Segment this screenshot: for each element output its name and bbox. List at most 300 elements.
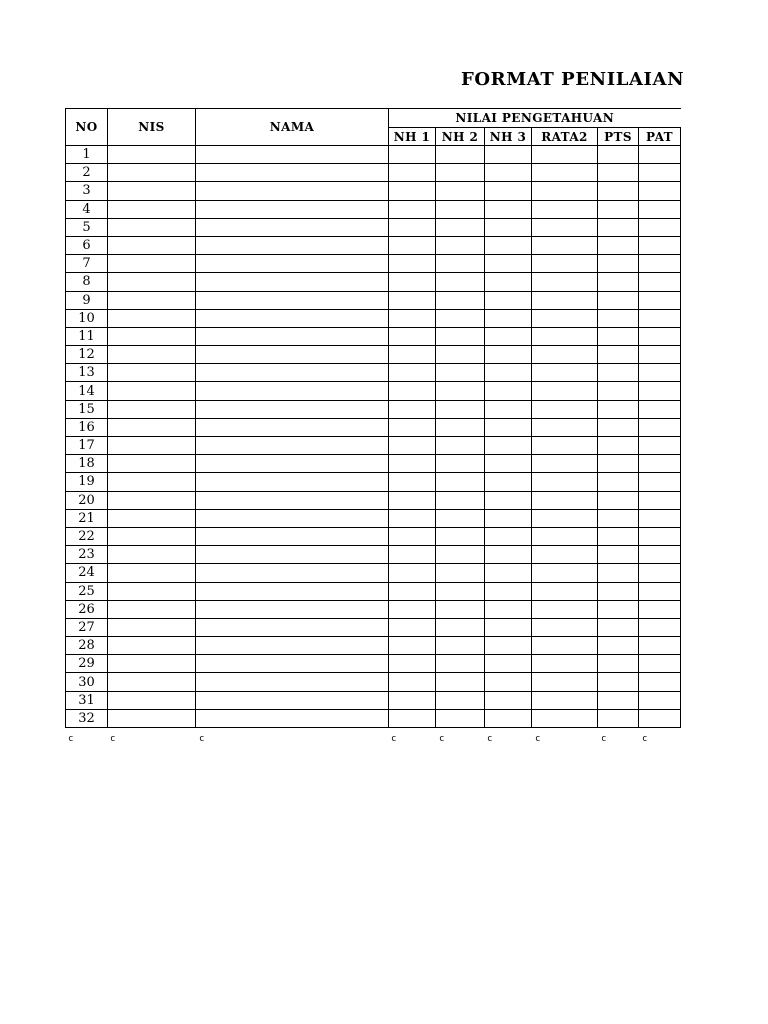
footer-mark: c xyxy=(199,734,205,744)
cell-nh2[interactable] xyxy=(436,473,485,491)
cell-nis[interactable] xyxy=(108,418,196,436)
cell-pts[interactable] xyxy=(598,527,639,545)
cell-pat[interactable] xyxy=(639,327,681,345)
cell-nis[interactable] xyxy=(108,655,196,673)
cell-nh1[interactable] xyxy=(389,637,436,655)
cell-rata2[interactable] xyxy=(532,418,598,436)
cell-pat[interactable] xyxy=(639,437,681,455)
table-row xyxy=(66,346,681,364)
cell-pts[interactable] xyxy=(598,709,639,727)
cell-nama[interactable] xyxy=(196,146,389,164)
cell-nh1[interactable] xyxy=(389,491,436,509)
cell-nh2[interactable] xyxy=(436,600,485,618)
cell-nis[interactable] xyxy=(108,455,196,473)
cell-nh3[interactable] xyxy=(485,527,532,545)
table-row xyxy=(66,255,681,273)
cell-pts[interactable] xyxy=(598,455,639,473)
cell-rata2[interactable] xyxy=(532,291,598,309)
cell-pat[interactable] xyxy=(639,382,681,400)
cell-pts[interactable] xyxy=(598,327,639,345)
cell-pat[interactable] xyxy=(639,618,681,636)
cell-nis[interactable] xyxy=(108,236,196,254)
cell-rata2[interactable] xyxy=(532,182,598,200)
table-row xyxy=(66,527,681,545)
cell-nh3[interactable] xyxy=(485,200,532,218)
table-row xyxy=(66,655,681,673)
cell-nama[interactable] xyxy=(196,364,389,382)
cell-pts[interactable] xyxy=(598,200,639,218)
cell-nh3[interactable] xyxy=(485,564,532,582)
cell-nh2[interactable] xyxy=(436,164,485,182)
cell-nh3[interactable] xyxy=(485,146,532,164)
cell-nh1[interactable] xyxy=(389,146,436,164)
cell-nh1[interactable] xyxy=(389,364,436,382)
cell-pts[interactable] xyxy=(598,164,639,182)
cell-rata2[interactable] xyxy=(532,382,598,400)
cell-nh2[interactable] xyxy=(436,400,485,418)
cell-nh1[interactable] xyxy=(389,437,436,455)
cell-nis[interactable] xyxy=(108,382,196,400)
cell-nh1[interactable] xyxy=(389,382,436,400)
cell-no: 21 xyxy=(66,509,108,527)
cell-nh1[interactable] xyxy=(389,655,436,673)
cell-nama[interactable] xyxy=(196,655,389,673)
cell-nh3[interactable] xyxy=(485,655,532,673)
table-row xyxy=(66,182,681,200)
cell-nis[interactable] xyxy=(108,164,196,182)
cell-nh2[interactable] xyxy=(436,655,485,673)
cell-nh2[interactable] xyxy=(436,691,485,709)
cell-nh1[interactable] xyxy=(389,200,436,218)
cell-nh3[interactable] xyxy=(485,182,532,200)
cell-rata2[interactable] xyxy=(532,309,598,327)
cell-nh3[interactable] xyxy=(485,218,532,236)
cell-no: 14 xyxy=(66,382,108,400)
cell-pat[interactable] xyxy=(639,564,681,582)
cell-nama[interactable] xyxy=(196,455,389,473)
footer-mark: c xyxy=(601,734,607,744)
cell-nh3[interactable] xyxy=(485,618,532,636)
cell-nama[interactable] xyxy=(196,691,389,709)
cell-pts[interactable] xyxy=(598,637,639,655)
cell-pts[interactable] xyxy=(598,600,639,618)
cell-pts[interactable] xyxy=(598,218,639,236)
cell-pts[interactable] xyxy=(598,655,639,673)
cell-nh1[interactable] xyxy=(389,182,436,200)
cell-rata2[interactable] xyxy=(532,437,598,455)
cell-nh2[interactable] xyxy=(436,491,485,509)
cell-pts[interactable] xyxy=(598,418,639,436)
cell-nama[interactable] xyxy=(196,346,389,364)
cell-pat[interactable] xyxy=(639,255,681,273)
cell-nh2[interactable] xyxy=(436,346,485,364)
cell-pat[interactable] xyxy=(639,146,681,164)
cell-nh2[interactable] xyxy=(436,273,485,291)
cell-nama[interactable] xyxy=(196,382,389,400)
cell-rata2[interactable] xyxy=(532,491,598,509)
cell-nh1[interactable] xyxy=(389,236,436,254)
table-row xyxy=(66,546,681,564)
cell-no: 17 xyxy=(66,437,108,455)
cell-nis[interactable] xyxy=(108,637,196,655)
cell-no: 15 xyxy=(66,400,108,418)
cell-pat[interactable] xyxy=(639,291,681,309)
cell-nis[interactable] xyxy=(108,691,196,709)
cell-nama[interactable] xyxy=(196,200,389,218)
cell-nh1[interactable] xyxy=(389,273,436,291)
cell-pat[interactable] xyxy=(639,546,681,564)
cell-pat[interactable] xyxy=(639,182,681,200)
cell-nh3[interactable] xyxy=(485,364,532,382)
cell-nis[interactable] xyxy=(108,564,196,582)
cell-nh1[interactable] xyxy=(389,546,436,564)
cell-pat[interactable] xyxy=(639,491,681,509)
footer-mark: c xyxy=(391,734,397,744)
cell-nh3[interactable] xyxy=(485,709,532,727)
cell-nh3[interactable] xyxy=(485,455,532,473)
column-header-nh1: NH 1 xyxy=(389,128,436,146)
cell-rata2[interactable] xyxy=(532,473,598,491)
cell-nh2[interactable] xyxy=(436,437,485,455)
cell-rata2[interactable] xyxy=(532,164,598,182)
cell-nis[interactable] xyxy=(108,364,196,382)
cell-nis[interactable] xyxy=(108,582,196,600)
cell-rata2[interactable] xyxy=(532,582,598,600)
cell-nama[interactable] xyxy=(196,582,389,600)
cell-nh1[interactable] xyxy=(389,346,436,364)
cell-nh3[interactable] xyxy=(485,673,532,691)
table-row xyxy=(66,455,681,473)
cell-nh2[interactable] xyxy=(436,673,485,691)
table-row xyxy=(66,400,681,418)
table-row xyxy=(66,473,681,491)
cell-pat[interactable] xyxy=(639,637,681,655)
cell-nis[interactable] xyxy=(108,255,196,273)
cell-nis[interactable] xyxy=(108,327,196,345)
cell-nis[interactable] xyxy=(108,491,196,509)
cell-nh2[interactable] xyxy=(436,291,485,309)
cell-nh3[interactable] xyxy=(485,491,532,509)
cell-pat[interactable] xyxy=(639,691,681,709)
cell-nh2[interactable] xyxy=(436,618,485,636)
cell-rata2[interactable] xyxy=(532,255,598,273)
cell-nh2[interactable] xyxy=(436,218,485,236)
column-header-rata2: RATA2 xyxy=(532,128,598,146)
cell-rata2[interactable] xyxy=(532,236,598,254)
cell-nama[interactable] xyxy=(196,236,389,254)
cell-nh2[interactable] xyxy=(436,146,485,164)
cell-rata2[interactable] xyxy=(532,691,598,709)
cell-nh2[interactable] xyxy=(436,364,485,382)
cell-rata2[interactable] xyxy=(532,273,598,291)
cell-pat[interactable] xyxy=(639,400,681,418)
cell-nama[interactable] xyxy=(196,418,389,436)
cell-pat[interactable] xyxy=(639,200,681,218)
cell-nama[interactable] xyxy=(196,527,389,545)
cell-nama[interactable] xyxy=(196,564,389,582)
cell-nh2[interactable] xyxy=(436,236,485,254)
cell-nama[interactable] xyxy=(196,255,389,273)
cell-nh2[interactable] xyxy=(436,527,485,545)
cell-nis[interactable] xyxy=(108,400,196,418)
footer-mark: c xyxy=(110,734,116,744)
cell-pts[interactable] xyxy=(598,546,639,564)
cell-rata2[interactable] xyxy=(532,455,598,473)
cell-nh3[interactable] xyxy=(485,473,532,491)
cell-nh3[interactable] xyxy=(485,346,532,364)
cell-nama[interactable] xyxy=(196,618,389,636)
cell-nis[interactable] xyxy=(108,546,196,564)
cell-nis[interactable] xyxy=(108,618,196,636)
footer-mark: c xyxy=(68,734,74,744)
table-row xyxy=(66,146,681,164)
cell-nis[interactable] xyxy=(108,346,196,364)
cell-pts[interactable] xyxy=(598,509,639,527)
cell-nh2[interactable] xyxy=(436,582,485,600)
table-row xyxy=(66,582,681,600)
cell-pts[interactable] xyxy=(598,273,639,291)
cell-pts[interactable] xyxy=(598,182,639,200)
cell-rata2[interactable] xyxy=(532,600,598,618)
cell-nama[interactable] xyxy=(196,164,389,182)
cell-no: 16 xyxy=(66,418,108,436)
cell-nh2[interactable] xyxy=(436,418,485,436)
cell-nh3[interactable] xyxy=(485,291,532,309)
cell-pts[interactable] xyxy=(598,582,639,600)
cell-pat[interactable] xyxy=(639,418,681,436)
cell-no: 1 xyxy=(66,146,108,164)
cell-rata2[interactable] xyxy=(532,709,598,727)
cell-nh1[interactable] xyxy=(389,164,436,182)
cell-pat[interactable] xyxy=(639,218,681,236)
cell-no: 25 xyxy=(66,582,108,600)
cell-nh3[interactable] xyxy=(485,546,532,564)
cell-no: 27 xyxy=(66,618,108,636)
cell-rata2[interactable] xyxy=(532,564,598,582)
cell-nama[interactable] xyxy=(196,327,389,345)
cell-no: 13 xyxy=(66,364,108,382)
cell-pat[interactable] xyxy=(639,164,681,182)
cell-nh1[interactable] xyxy=(389,309,436,327)
cell-rata2[interactable] xyxy=(532,637,598,655)
table-row xyxy=(66,164,681,182)
cell-nh1[interactable] xyxy=(389,691,436,709)
cell-pts[interactable] xyxy=(598,291,639,309)
cell-pts[interactable] xyxy=(598,618,639,636)
cell-pts[interactable] xyxy=(598,691,639,709)
cell-no: 9 xyxy=(66,291,108,309)
cell-nh1[interactable] xyxy=(389,673,436,691)
cell-no: 20 xyxy=(66,491,108,509)
cell-nh3[interactable] xyxy=(485,437,532,455)
cell-pat[interactable] xyxy=(639,473,681,491)
page-title: FORMAT PENILAIAN xyxy=(461,69,685,90)
cell-rata2[interactable] xyxy=(532,655,598,673)
cell-nis[interactable] xyxy=(108,200,196,218)
cell-nis[interactable] xyxy=(108,509,196,527)
cell-pat[interactable] xyxy=(639,309,681,327)
table-row xyxy=(66,418,681,436)
cell-pat[interactable] xyxy=(639,346,681,364)
cell-nh1[interactable] xyxy=(389,455,436,473)
cell-nh1[interactable] xyxy=(389,527,436,545)
cell-nh2[interactable] xyxy=(436,455,485,473)
cell-nis[interactable] xyxy=(108,309,196,327)
cell-pts[interactable] xyxy=(598,673,639,691)
cell-nis[interactable] xyxy=(108,291,196,309)
cell-nis[interactable] xyxy=(108,673,196,691)
cell-rata2[interactable] xyxy=(532,327,598,345)
cell-nh1[interactable] xyxy=(389,400,436,418)
cell-nh3[interactable] xyxy=(485,255,532,273)
cell-pat[interactable] xyxy=(639,509,681,527)
cell-nama[interactable] xyxy=(196,473,389,491)
cell-nh2[interactable] xyxy=(436,709,485,727)
cell-nama[interactable] xyxy=(196,709,389,727)
cell-nis[interactable] xyxy=(108,146,196,164)
cell-nh1[interactable] xyxy=(389,418,436,436)
cell-nis[interactable] xyxy=(108,273,196,291)
cell-nama[interactable] xyxy=(196,491,389,509)
cell-nh1[interactable] xyxy=(389,327,436,345)
cell-pat[interactable] xyxy=(639,273,681,291)
cell-nh3[interactable] xyxy=(485,273,532,291)
cell-nh3[interactable] xyxy=(485,382,532,400)
cell-pat[interactable] xyxy=(639,582,681,600)
cell-nama[interactable] xyxy=(196,673,389,691)
cell-rata2[interactable] xyxy=(532,218,598,236)
cell-nh3[interactable] xyxy=(485,309,532,327)
cell-no: 7 xyxy=(66,255,108,273)
cell-rata2[interactable] xyxy=(532,364,598,382)
table-row xyxy=(66,364,681,382)
cell-nh3[interactable] xyxy=(485,400,532,418)
cell-nis[interactable] xyxy=(108,600,196,618)
cell-nh2[interactable] xyxy=(436,509,485,527)
cell-nh2[interactable] xyxy=(436,637,485,655)
cell-pts[interactable] xyxy=(598,382,639,400)
cell-rata2[interactable] xyxy=(532,509,598,527)
cell-pts[interactable] xyxy=(598,437,639,455)
cell-nh3[interactable] xyxy=(485,236,532,254)
cell-nama[interactable] xyxy=(196,291,389,309)
cell-nama[interactable] xyxy=(196,509,389,527)
cell-nis[interactable] xyxy=(108,709,196,727)
cell-nh2[interactable] xyxy=(436,200,485,218)
column-header-nama: NAMA xyxy=(196,109,389,146)
cell-nh3[interactable] xyxy=(485,164,532,182)
column-header-pts: PTS xyxy=(598,128,639,146)
cell-nh3[interactable] xyxy=(485,327,532,345)
cell-nh3[interactable] xyxy=(485,582,532,600)
cell-nh3[interactable] xyxy=(485,691,532,709)
cell-pts[interactable] xyxy=(598,146,639,164)
cell-nh2[interactable] xyxy=(436,182,485,200)
cell-pts[interactable] xyxy=(598,364,639,382)
cell-pts[interactable] xyxy=(598,309,639,327)
cell-nh1[interactable] xyxy=(389,709,436,727)
cell-nh2[interactable] xyxy=(436,382,485,400)
cell-rata2[interactable] xyxy=(532,546,598,564)
cell-pts[interactable] xyxy=(598,491,639,509)
cell-nh3[interactable] xyxy=(485,637,532,655)
cell-nh2[interactable] xyxy=(436,255,485,273)
table-row xyxy=(66,709,681,727)
cell-pat[interactable] xyxy=(639,709,681,727)
cell-nama[interactable] xyxy=(196,218,389,236)
cell-nis[interactable] xyxy=(108,182,196,200)
cell-nh2[interactable] xyxy=(436,564,485,582)
cell-pts[interactable] xyxy=(598,400,639,418)
cell-pat[interactable] xyxy=(639,236,681,254)
table-row xyxy=(66,218,681,236)
cell-nama[interactable] xyxy=(196,400,389,418)
cell-nh1[interactable] xyxy=(389,473,436,491)
cell-pat[interactable] xyxy=(639,673,681,691)
cell-nama[interactable] xyxy=(196,309,389,327)
cell-nama[interactable] xyxy=(196,437,389,455)
cell-rata2[interactable] xyxy=(532,527,598,545)
cell-pat[interactable] xyxy=(639,455,681,473)
cell-nh2[interactable] xyxy=(436,546,485,564)
cell-nh1[interactable] xyxy=(389,218,436,236)
cell-nis[interactable] xyxy=(108,527,196,545)
cell-nama[interactable] xyxy=(196,273,389,291)
cell-nh3[interactable] xyxy=(485,418,532,436)
cell-nis[interactable] xyxy=(108,473,196,491)
cell-nh3[interactable] xyxy=(485,509,532,527)
cell-pts[interactable] xyxy=(598,236,639,254)
cell-nh2[interactable] xyxy=(436,309,485,327)
cell-rata2[interactable] xyxy=(532,200,598,218)
cell-nis[interactable] xyxy=(108,437,196,455)
cell-pts[interactable] xyxy=(598,346,639,364)
table-row xyxy=(66,309,681,327)
cell-rata2[interactable] xyxy=(532,146,598,164)
table-row xyxy=(66,382,681,400)
cell-nis[interactable] xyxy=(108,218,196,236)
cell-pat[interactable] xyxy=(639,364,681,382)
cell-nh1[interactable] xyxy=(389,291,436,309)
cell-nh3[interactable] xyxy=(485,600,532,618)
table-row xyxy=(66,437,681,455)
cell-nama[interactable] xyxy=(196,182,389,200)
cell-pat[interactable] xyxy=(639,600,681,618)
cell-nh1[interactable] xyxy=(389,618,436,636)
cell-no: 30 xyxy=(66,673,108,691)
cell-no: 2 xyxy=(66,164,108,182)
cell-pat[interactable] xyxy=(639,655,681,673)
column-header-nis: NIS xyxy=(108,109,196,146)
cell-nh1[interactable] xyxy=(389,509,436,527)
cell-nama[interactable] xyxy=(196,637,389,655)
cell-nama[interactable] xyxy=(196,546,389,564)
cell-rata2[interactable] xyxy=(532,618,598,636)
cell-nama[interactable] xyxy=(196,600,389,618)
cell-nh1[interactable] xyxy=(389,582,436,600)
cell-pat[interactable] xyxy=(639,527,681,545)
cell-nh1[interactable] xyxy=(389,600,436,618)
cell-pts[interactable] xyxy=(598,255,639,273)
cell-nh1[interactable] xyxy=(389,255,436,273)
cell-rata2[interactable] xyxy=(532,673,598,691)
cell-nh1[interactable] xyxy=(389,564,436,582)
cell-rata2[interactable] xyxy=(532,346,598,364)
cell-rata2[interactable] xyxy=(532,400,598,418)
cell-pts[interactable] xyxy=(598,564,639,582)
cell-nh2[interactable] xyxy=(436,327,485,345)
cell-pts[interactable] xyxy=(598,473,639,491)
